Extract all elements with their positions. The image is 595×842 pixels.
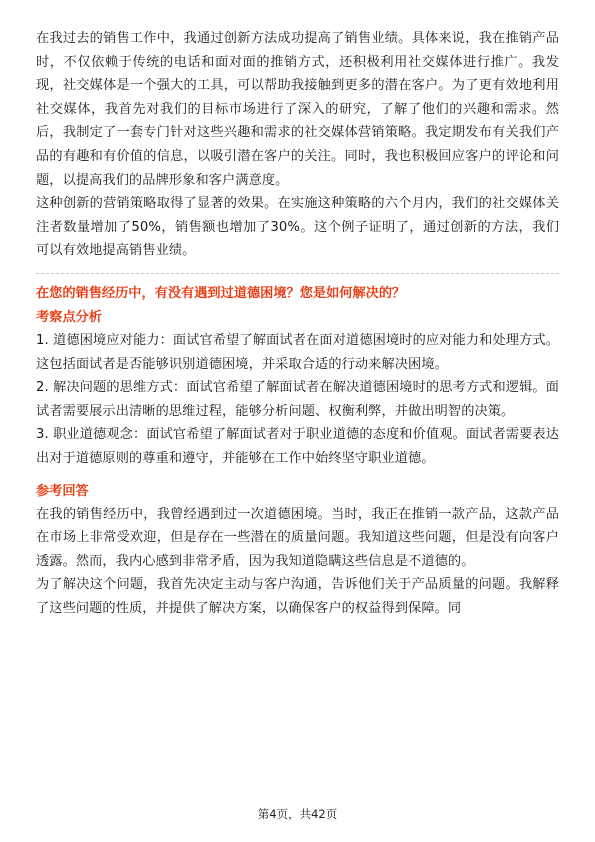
analysis-heading: 考察点分析 <box>36 309 102 325</box>
interview-question: 在您的销售经历中，有没有遇到过道德困境？您是如何解决的？ <box>36 285 406 301</box>
answer-heading: 参考回答 <box>36 483 89 499</box>
intro-paragraph-2: 这种创新的营销策略取得了显著的效果。在实施这种策略的六个月内，我们的社交媒体关注者数量增加了50%，销售额也增加了30%。这个例子证明了，通过创新的方法，我们可以有效地提高销售业绩。 <box>36 196 559 259</box>
answer-paragraph-1: 在我的销售经历中，我曾经遇到过一次道德困境。当时，我正在推销一款产品，这款产品在市场上非常受欢迎，但是存在一些潜在的质量问题。我知道这些问题，但是没有向客户透露。然而，我内心感到非常矛盾，因为我知道隐瞒这些信息是不道德的。 <box>36 506 559 569</box>
intro-paragraph-1: 在我过去的销售工作中，我通过创新方法成功提高了销售业绩。具体来说，我在推销产品时，不仅依赖于传统的电话和面对面的推销方式，还积极利用社交媒体进行推广。我发现，社交媒体是一个强大的工具，可以帮助我接触到更多的潜在客户。为了更有效地利用社交媒体，我首先对我们的目标市场进行了深入的研究，了解了他们的兴趣和需求。然后，我制定了一套专门针对这些兴趣和需求的社交媒体营销策略。我定期发布有关我们产品的有趣和有价值的信息，以吸引潜在客户的关注。同时，我也积极回应客户的评论和问题，以提高我们的品牌形象和客户满意度。 <box>36 31 559 188</box>
analysis-point-2: 2. 解决问题的思维方式：面试官希望了解面试者在解决道德困境时的思考方式和逻辑。面试者需要展示出清晰的思维过程，能够分析问题、权衡利弊，并做出明智的决策。 <box>36 380 559 419</box>
section-divider <box>36 273 559 274</box>
analysis-point-3: 3. 职业道德观念：面试官希望了解面试者对于职业道德的态度和价值观。面试者需要表达出对于道德原则的尊重和遵守，并能够在工作中始终坚守职业道德。 <box>36 427 559 466</box>
page-content <box>36 27 559 620</box>
page-number-footer: 第4页，共42页 <box>257 807 338 821</box>
analysis-point-1: 1. 道德困境应对能力：面试官希望了解面试者在面对道德困境时的应对能力和处理方式。这包括面试者是否能够识别道德困境，并采取合适的行动来解决困境。 <box>36 332 559 372</box>
answer-paragraph-2: 为了解决这个问题，我首先决定主动与客户沟通，告诉他们关于产品质量的问题。我解释了这些问题的性质，并提供了解决方案，以确保客户的权益得到保障。同 <box>36 577 559 616</box>
